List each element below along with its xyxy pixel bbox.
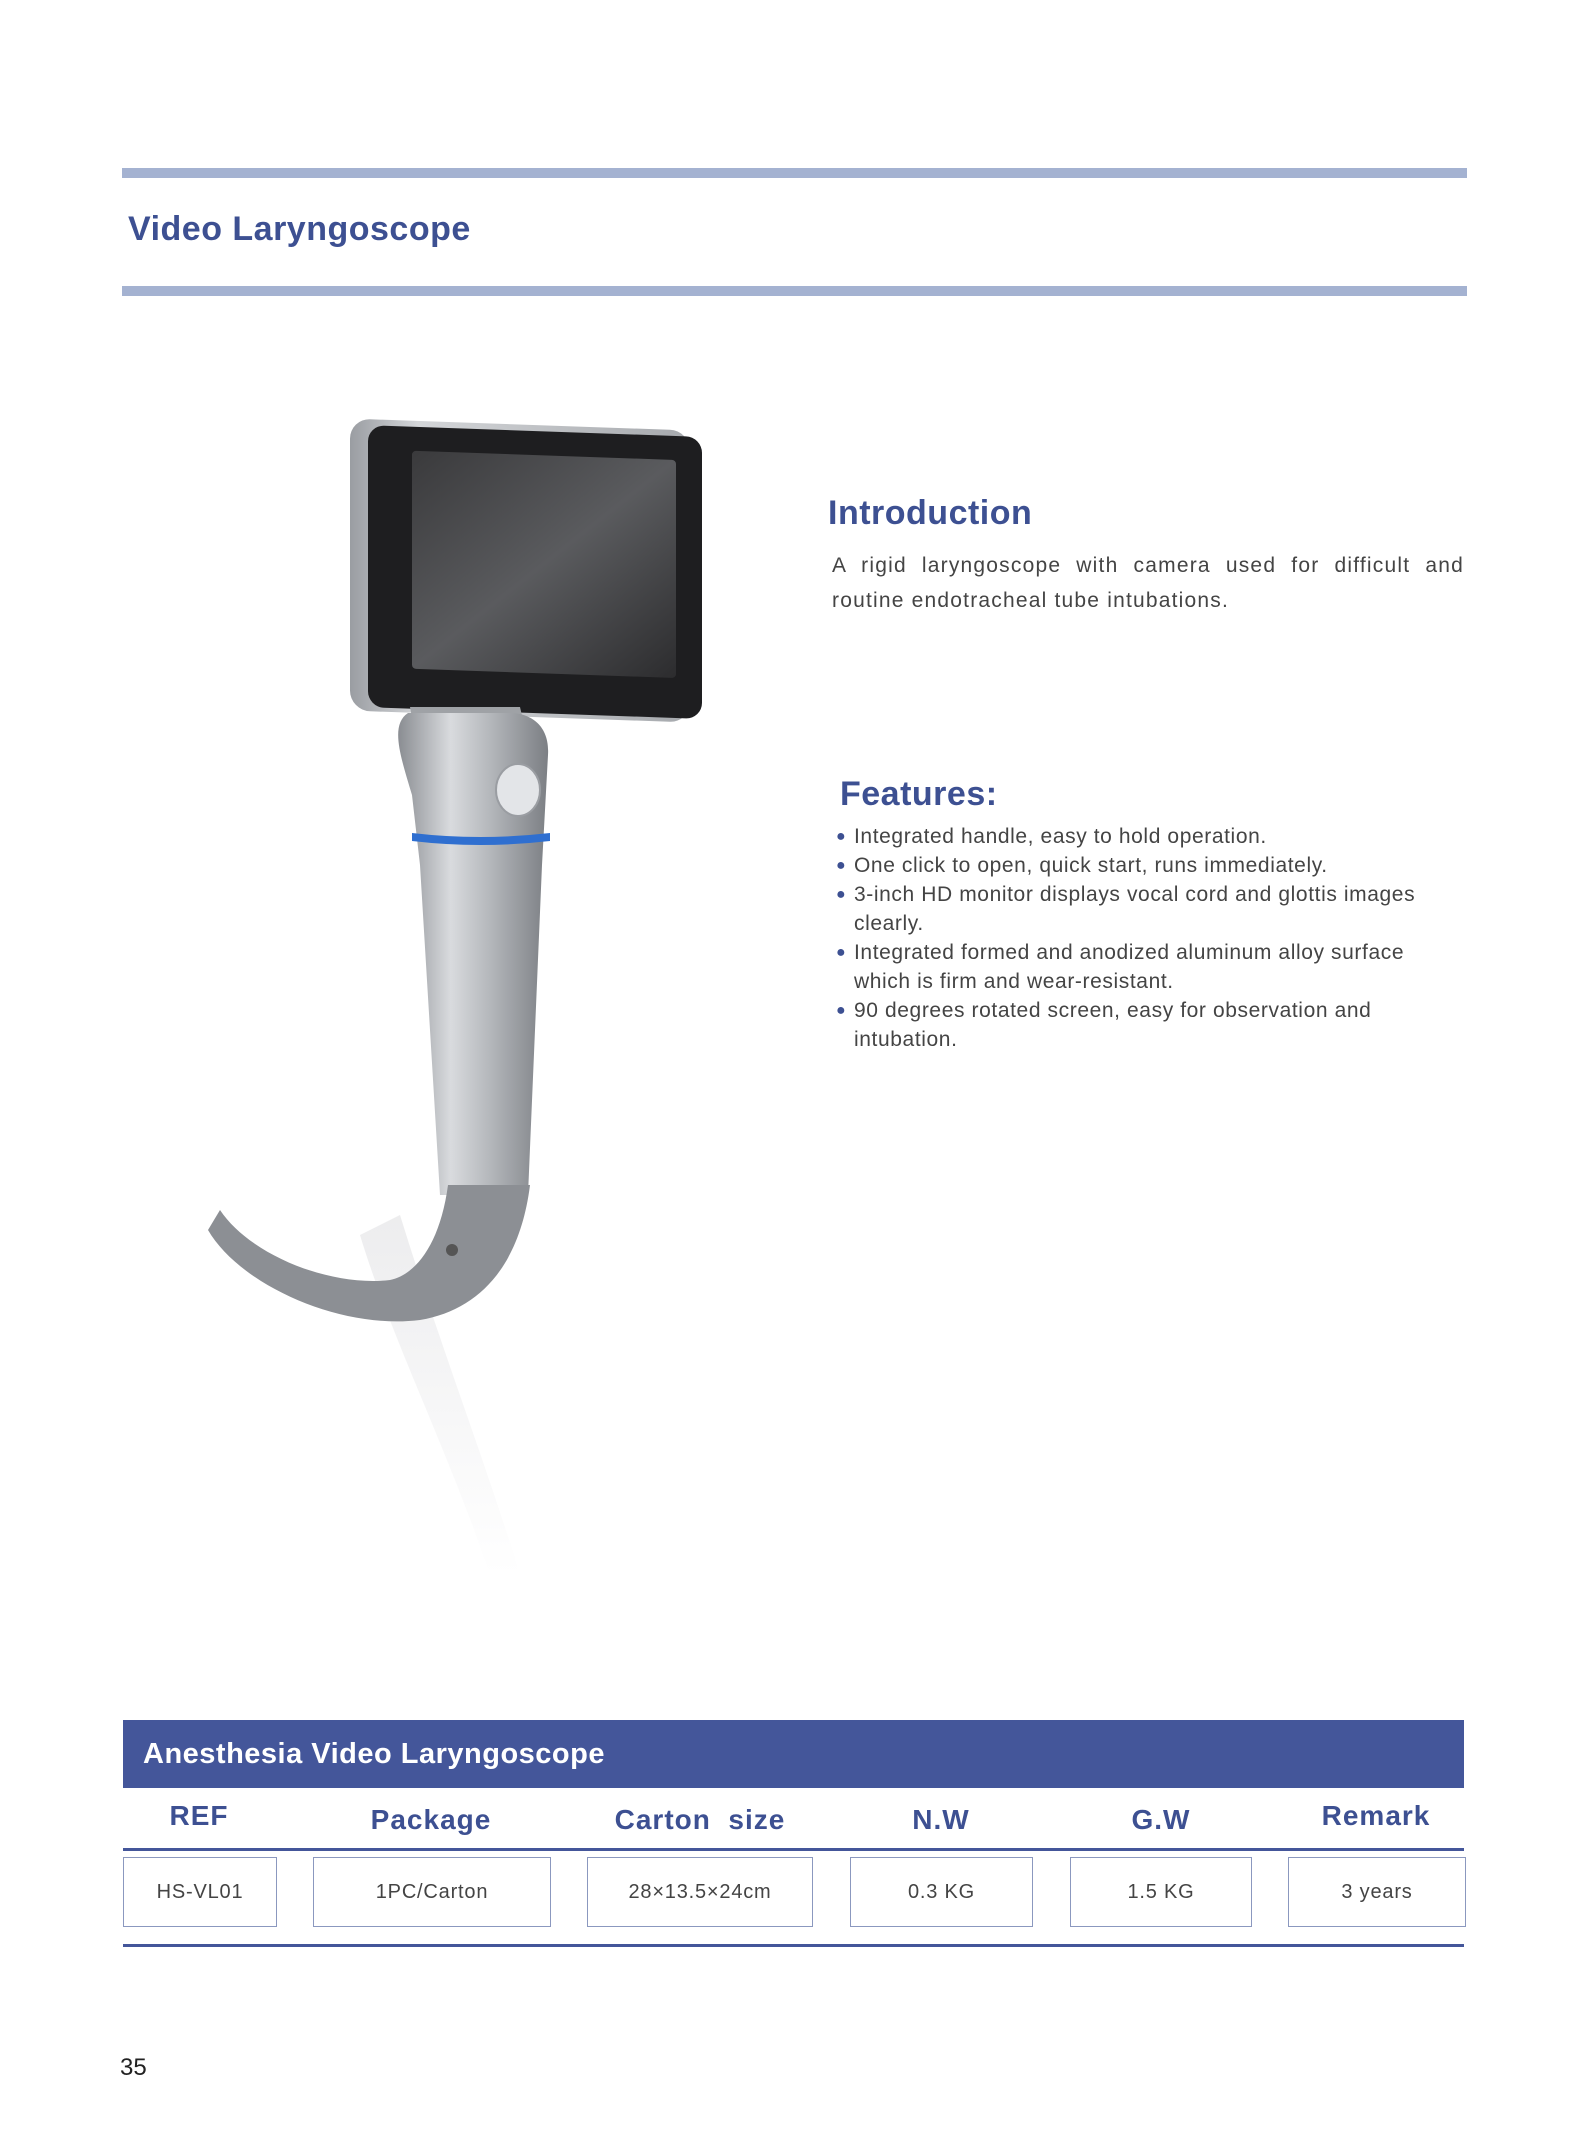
page-title: Video Laryngoscope: [128, 210, 471, 248]
feature-item: ● Integrated handle, easy to hold operation.: [836, 822, 1456, 851]
bullet-icon: ●: [836, 944, 847, 961]
column-header-package: Package: [370, 1804, 492, 1835]
bullet-icon: ●: [836, 886, 847, 903]
cell-remark: 3 years: [1288, 1857, 1466, 1927]
column-header-nw: N.W: [912, 1804, 970, 1835]
feature-item: ● 3-inch HD monitor displays vocal cord and glottis images clearly.: [836, 880, 1456, 938]
page-number: 35: [120, 2054, 147, 2081]
column-header-ref: REF: [169, 1800, 229, 1831]
features-heading: Features:: [840, 775, 998, 813]
monitor-screen: [412, 451, 676, 678]
title-divider: [122, 286, 1467, 296]
column-header-remark: Remark: [1321, 1800, 1431, 1831]
cell-ref: HS-VL01: [123, 1857, 277, 1927]
cell-nw: 0.3 KG: [850, 1857, 1033, 1927]
features-list: [836, 822, 1456, 1054]
cell-package: 1PC/Carton: [313, 1857, 551, 1927]
feature-item: ● 90 degrees rotated screen, easy for observation and intubation.: [836, 996, 1456, 1054]
cell-carton-size: 28×13.5×24cm: [587, 1857, 813, 1927]
feature-item: ● One click to open, quick start, runs immediately.: [836, 851, 1456, 880]
introduction-heading: Introduction: [828, 494, 1033, 532]
introduction-text: A rigid laryngoscope with camera used for difficult and routine endotracheal tube intubations.: [832, 554, 1464, 612]
bullet-icon: ●: [836, 857, 847, 874]
footer-rule: [123, 1944, 1464, 1947]
column-header-gw: G.W: [1131, 1804, 1191, 1835]
header-rule: [123, 1848, 1464, 1851]
column-header-carton-size: Carton size: [614, 1804, 786, 1835]
bullet-icon: ●: [836, 1002, 847, 1019]
cell-gw: 1.5 KG: [1070, 1857, 1252, 1927]
feature-item: ● Integrated formed and anodized aluminum alloy surface which is firm and wear-resistant.: [836, 938, 1456, 996]
table-title: Anesthesia Video Laryngoscope: [123, 1720, 1464, 1788]
top-divider: [122, 168, 1467, 178]
video-laryngoscope-image: [190, 395, 750, 1625]
power-button: [496, 764, 540, 816]
bullet-icon: ●: [836, 828, 847, 845]
